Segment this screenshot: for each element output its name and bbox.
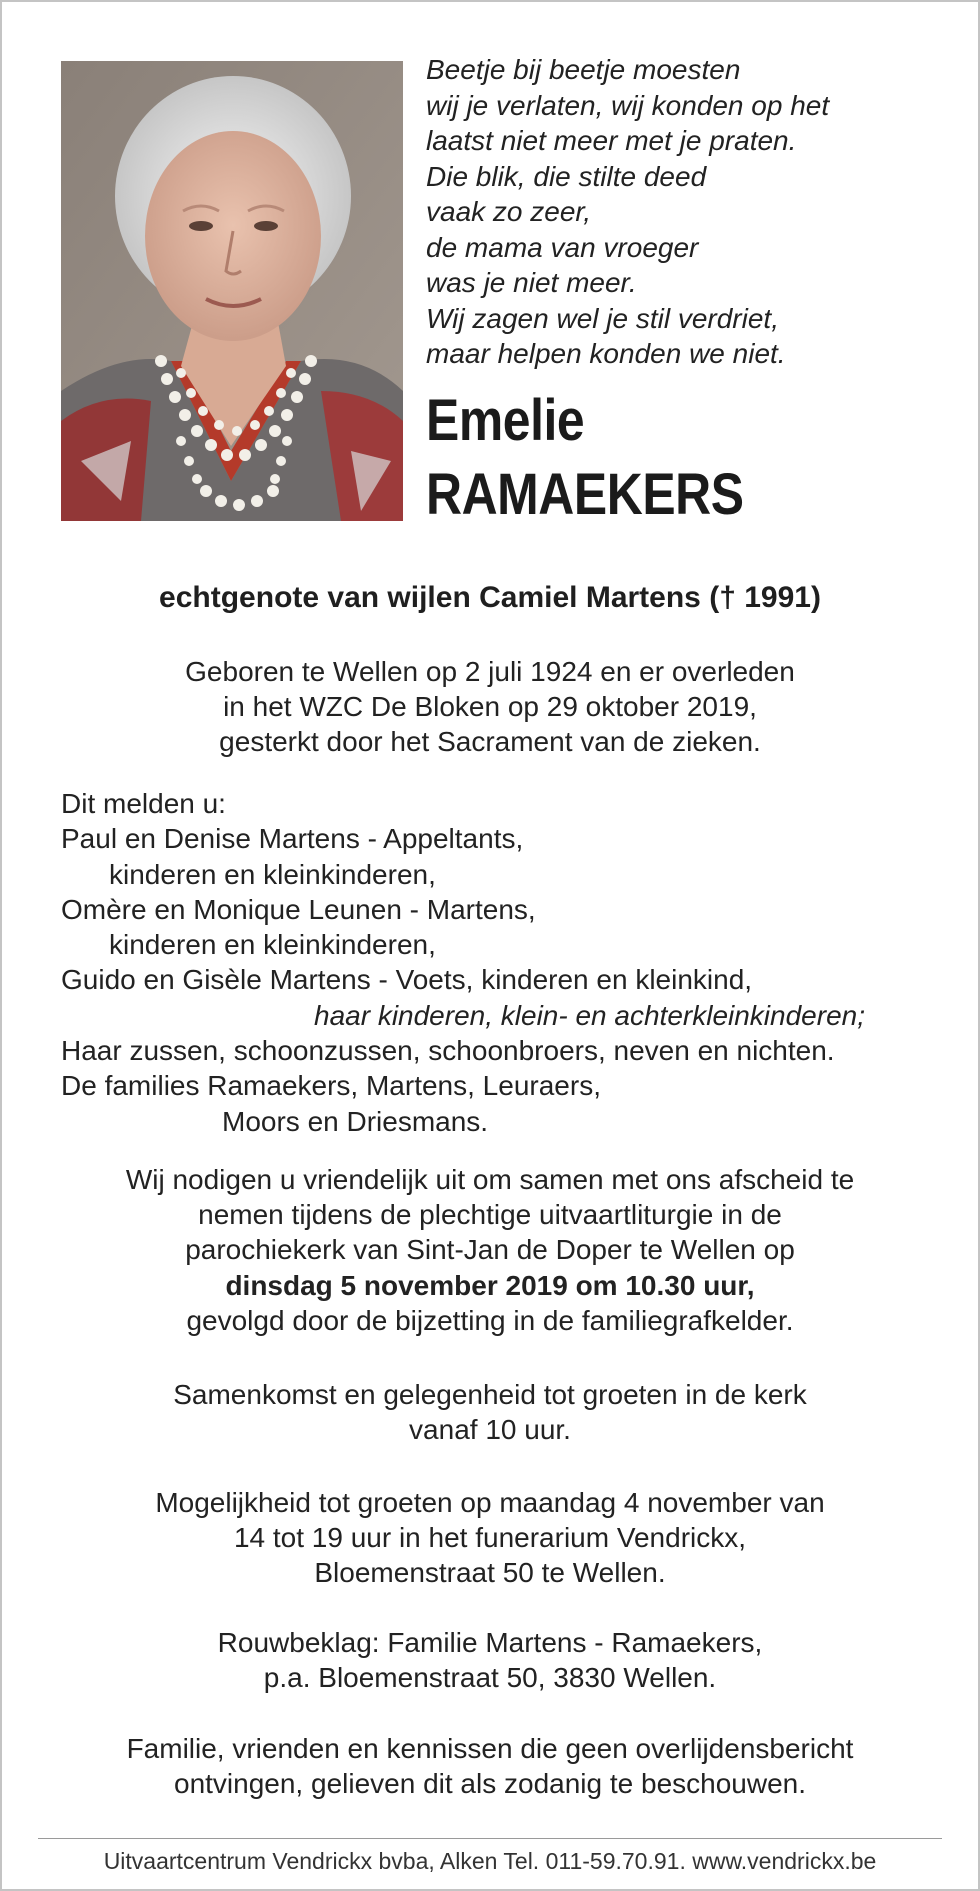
- poem-line: Wij zagen wel je stil verdriet,: [426, 302, 779, 334]
- invitation-line: Wij nodigen u vriendelijk uit om samen met ons afscheid te: [125, 1164, 855, 1195]
- spouse-line: echtgenote van wijlen Camiel Martens († 1991): [159, 581, 821, 614]
- family-line: Haar zussen, schoonzussen, schoonbroers, neven en nichten.: [61, 1035, 835, 1067]
- family-line: haar kinderen, klein- en achterkleinkinderen;: [314, 999, 865, 1031]
- gathering-line: Samenkomst en gelegenheid tot groeten in de kerk: [173, 1379, 807, 1410]
- portrait-photo: [61, 61, 403, 521]
- last-name: RAMAEKERS: [426, 462, 744, 527]
- poem-line: Beetje bij beetje moesten: [426, 54, 741, 85]
- condolence-address: [2, 1625, 978, 1695]
- family-line: kinderen en kleinkinderen,: [109, 929, 436, 961]
- funeral-invitation: [2, 1162, 978, 1338]
- deceased-name: [426, 384, 744, 532]
- closing-line: ontvingen, gelieven dit als zodanig te beschouwen.: [174, 1768, 806, 1800]
- invitation-line: gevolgd door de bijzetting in de familiegrafkelder.: [186, 1304, 794, 1336]
- invitation-line: parochiekerk van Sint-Jan de Doper te Wellen op: [185, 1234, 795, 1266]
- family-line: Omère en Monique Leunen - Martens,: [61, 893, 536, 925]
- family-line: Guido en Gisèle Martens - Voets, kinderen en kleinkind,: [61, 964, 753, 996]
- birth-death-info: [2, 654, 978, 760]
- footer-funeral-home: Uitvaartcentrum Vendrickx bvba, Alken Tel. 011-59.70.91. www.vendrickx.be: [103, 1848, 877, 1874]
- footer-divider: [38, 1838, 942, 1839]
- family-intro: Dit melden u:: [61, 788, 226, 819]
- visitation-line: 14 tot 19 uur in het funerarium Vendrickx,: [233, 1522, 747, 1554]
- family-line: kinderen en kleinkinderen,: [109, 858, 436, 890]
- condolence-line: p.a. Bloemenstraat 50, 3830 Wellen.: [263, 1662, 717, 1694]
- poem-line: de mama van vroeger: [426, 231, 699, 263]
- poem-line: laatst niet meer met je praten.: [426, 125, 797, 156]
- visitation-info: [2, 1485, 978, 1591]
- family-line: De families Ramaekers, Martens, Leuraers,: [61, 1070, 601, 1102]
- closing-note: [2, 1731, 978, 1801]
- family-announcement: [61, 786, 961, 1139]
- family-line: Moors en Driesmans.: [222, 1105, 489, 1137]
- poem: [426, 52, 946, 372]
- visitation-line: Mogelijkheid tot groeten op maandag 4 november van: [155, 1487, 825, 1518]
- poem-line: maar helpen konden we niet.: [426, 338, 786, 369]
- condolence-line: Rouwbeklag: Familie Martens - Ramaekers,: [217, 1627, 763, 1658]
- funeral-date: dinsdag 5 november 2019 om 10.30 uur,: [225, 1269, 755, 1301]
- poem-line: Die blik, die stilte deed: [426, 160, 707, 192]
- visitation-line: Bloemenstraat 50 te Wellen.: [314, 1557, 666, 1589]
- birth-line: in het WZC De Bloken op 29 oktober 2019,: [223, 691, 757, 723]
- birth-line: Geboren te Wellen op 2 juli 1924 en er overleden: [185, 656, 795, 687]
- birth-line: gesterkt door het Sacrament van de zieken.: [219, 726, 761, 758]
- poem-line: wij je verlaten, wij konden op het: [426, 89, 830, 121]
- poem-line: vaak zo zeer,: [426, 196, 591, 227]
- first-name: Emelie: [426, 388, 585, 453]
- closing-line: Familie, vrienden en kennissen die geen overlijdensbericht: [126, 1733, 854, 1764]
- gathering-line: vanaf 10 uur.: [409, 1414, 571, 1446]
- poem-line: was je niet meer.: [426, 267, 637, 298]
- gathering-info: [2, 1377, 978, 1447]
- invitation-line: nemen tijdens de plechtige uitvaartliturgie in de: [198, 1199, 782, 1231]
- family-line: Paul en Denise Martens - Appeltants,: [61, 823, 524, 855]
